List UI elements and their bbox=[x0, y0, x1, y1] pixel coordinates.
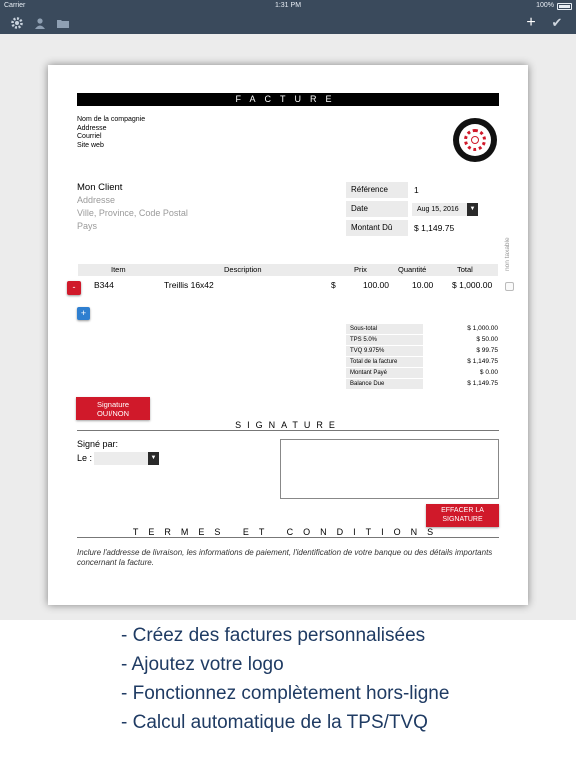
company-website[interactable]: Site web bbox=[77, 141, 104, 149]
company-address[interactable]: Addresse bbox=[77, 124, 107, 132]
table-header bbox=[78, 264, 498, 276]
row-description[interactable]: Treillis 16x42 bbox=[164, 280, 214, 290]
header-price: Prix bbox=[354, 265, 367, 274]
amount-paid-value[interactable]: $ 0.00 bbox=[479, 369, 498, 376]
feature-item: - Fonctionnez complètement hors-ligne bbox=[121, 683, 450, 704]
date-value: Aug 15, 2016 bbox=[417, 206, 459, 213]
signature-toggle-line1: Signature bbox=[96, 400, 130, 409]
chevron-down-icon: ▼ bbox=[467, 203, 478, 216]
row-currency: $ bbox=[331, 280, 336, 290]
subtotal-value: $ 1,000.00 bbox=[467, 325, 498, 332]
row-item[interactable]: B344 bbox=[94, 280, 114, 290]
terms-divider bbox=[77, 537, 499, 538]
invoice-total-value: $ 1,149.75 bbox=[467, 358, 498, 365]
header-total: Total bbox=[457, 265, 473, 274]
company-logo[interactable] bbox=[453, 118, 497, 162]
signature-heading: SIGNATURE bbox=[235, 420, 341, 430]
date-picker[interactable] bbox=[412, 203, 478, 216]
tps-value: $ 50.00 bbox=[476, 336, 498, 343]
remove-row-button[interactable]: - bbox=[67, 281, 81, 295]
status-bar bbox=[0, 0, 576, 12]
totals-block bbox=[346, 324, 498, 390]
balance-due-label: Balance Due bbox=[346, 379, 423, 389]
row-price[interactable]: 100.00 bbox=[363, 280, 389, 290]
taxable-checkbox[interactable] bbox=[505, 282, 514, 291]
amount-paid-label: Montant Payé bbox=[346, 368, 423, 378]
amount-due-value: $ 1,149.75 bbox=[414, 223, 455, 233]
company-email[interactable]: Courriel bbox=[77, 133, 102, 140]
company-name[interactable]: Nom de la compagnie bbox=[77, 116, 146, 123]
feature-item: - Créez des factures personnalisées bbox=[121, 625, 426, 646]
erase-signature-line1: EFFACER LA bbox=[441, 507, 484, 514]
header-item: Item bbox=[111, 265, 126, 274]
terms-heading: TERMES ET CONDITIONS bbox=[132, 527, 444, 537]
client-name[interactable]: Mon Client bbox=[77, 182, 123, 193]
invoice-title: FACTURE bbox=[77, 93, 499, 106]
carrier-label: Carrier bbox=[4, 2, 26, 9]
row-total: $ 1,000.00 bbox=[452, 280, 493, 290]
folder-icon[interactable] bbox=[56, 16, 70, 30]
tvq-label: TVQ 9.975% bbox=[346, 346, 423, 356]
tvq-value: $ 99.75 bbox=[476, 347, 498, 354]
signed-by-label: Signé par: bbox=[77, 439, 119, 449]
signature-toggle-line2: OUI/NON bbox=[96, 409, 130, 418]
signature-date-dropdown[interactable] bbox=[94, 452, 159, 465]
header-quantity: Quantité bbox=[398, 265, 427, 274]
invoice-total-label: Total de la facture bbox=[346, 357, 423, 367]
contacts-icon[interactable] bbox=[33, 16, 47, 30]
balance-due-value: $ 1,149.75 bbox=[467, 380, 498, 387]
client-block bbox=[77, 182, 188, 234]
date-label: Date bbox=[346, 201, 408, 217]
erase-signature-line2: SIGNATURE bbox=[442, 515, 483, 523]
top-toolbar bbox=[0, 12, 576, 34]
gear-icon[interactable] bbox=[10, 16, 24, 30]
feature-item: - Ajoutez votre logo bbox=[121, 654, 284, 675]
terms-text[interactable]: Inclure l'addresse de livraison, les informations de paiement, l'identification de votre banque ou des détails importants concernant la facture. bbox=[77, 548, 493, 567]
client-country-field[interactable]: Pays bbox=[77, 221, 98, 231]
row-quantity[interactable]: 10.00 bbox=[412, 280, 434, 290]
erase-signature-button[interactable] bbox=[426, 504, 499, 527]
amount-due-label: Montant Dû bbox=[346, 220, 408, 236]
signature-toggle-button[interactable] bbox=[76, 397, 150, 420]
plus-icon[interactable]: + bbox=[526, 14, 536, 31]
reference-value[interactable]: 1 bbox=[414, 185, 419, 195]
client-city-field[interactable]: Ville, Province, Code Postal bbox=[77, 208, 188, 218]
signature-divider bbox=[77, 430, 499, 431]
reference-label: Référence bbox=[346, 182, 408, 198]
clock: 1:31 PM bbox=[274, 2, 302, 9]
header-description: Description bbox=[224, 265, 262, 274]
client-address-field[interactable]: Addresse bbox=[77, 195, 116, 205]
feature-list bbox=[121, 621, 449, 737]
non-taxable-label: non taxable bbox=[504, 237, 511, 271]
add-row-button[interactable]: + bbox=[77, 307, 90, 320]
date-on-label: Le : bbox=[77, 453, 93, 463]
tps-label: TPS 5.0% bbox=[346, 335, 423, 345]
feature-item: - Calcul automatique de la TPS/TVQ bbox=[121, 712, 428, 733]
battery-percent: 100% bbox=[536, 2, 554, 9]
battery-icon bbox=[557, 3, 572, 10]
invoice-page bbox=[48, 65, 528, 605]
chevron-down-icon: ▼ bbox=[148, 452, 159, 465]
company-info[interactable] bbox=[77, 116, 145, 150]
subtotal-label: Sous-total bbox=[346, 324, 423, 334]
checkmark-icon[interactable]: ✔ bbox=[551, 15, 563, 30]
signature-pad[interactable] bbox=[280, 439, 499, 499]
